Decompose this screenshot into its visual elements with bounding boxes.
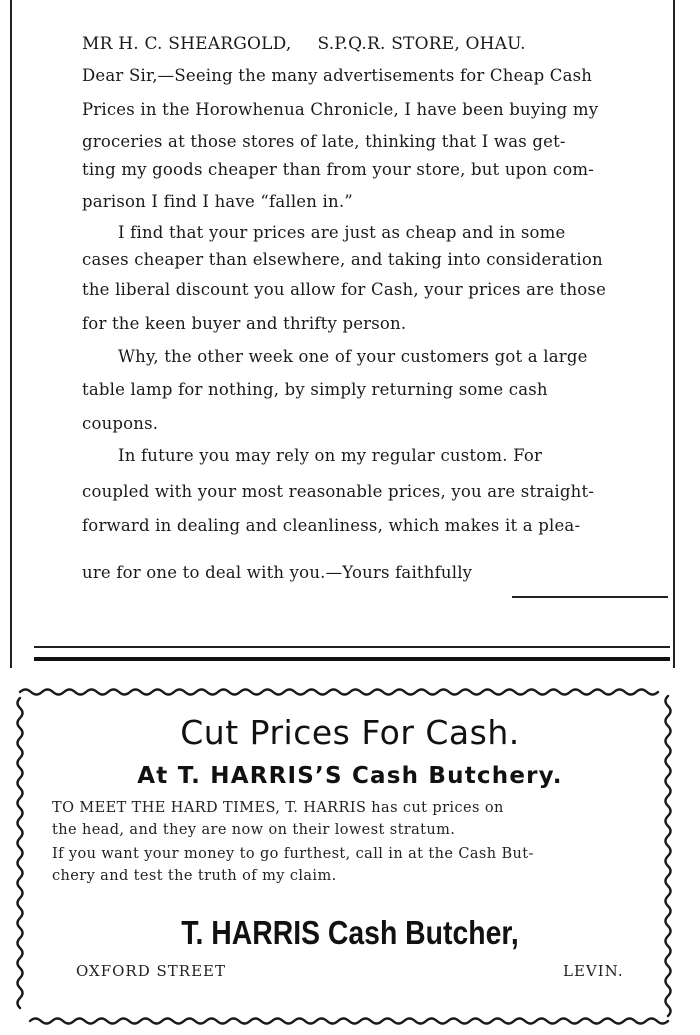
letter-line: the liberal discount you allow for Cash, your prices are those — [82, 280, 607, 299]
ad-body-line: TO MEET THE HARD TIMES, T. HARRIS has cut prices on — [52, 800, 504, 816]
letter-line: forward in dealing and cleanliness, which makes it a plea- — [82, 516, 581, 535]
ad-town: LEVIN. — [563, 962, 624, 980]
ad-signature: T. HARRIS Cash Butcher, — [181, 914, 519, 951]
letter-line: In future you may rely on my regular custom. For — [118, 446, 543, 465]
ad-body-line: If you want your money to go furthest, call in at the Cash But- — [52, 846, 534, 862]
letter-line: coupled with your most reasonable prices, you are straight- — [82, 482, 595, 501]
wavy-border-bottom — [30, 1019, 668, 1024]
letter-address-store: S.P.Q.R. STORE, OHAU. — [317, 34, 526, 54]
letter-line: Why, the other week one of your customers got a large — [118, 347, 588, 366]
letter-line: table lamp for nothing, by simply returning some cash — [82, 380, 548, 399]
letter-line: ure for one to deal with you.—Yours faithfully — [82, 563, 473, 582]
ad-body-line: the head, and they are now on their lowest stratum. — [52, 822, 456, 838]
closing-rule-thick — [34, 657, 670, 661]
letter-line: Dear Sir,—Seeing the many advertisements for Cheap Cash — [82, 66, 593, 85]
letter-line: groceries at those stores of late, thinking that I was get- — [82, 132, 566, 151]
ad-title: Cut Prices For Cash. — [180, 713, 520, 752]
letter-line: ting my goods cheaper than from your store, but upon com- — [82, 160, 595, 179]
wavy-border-top — [20, 690, 658, 695]
closing-rule — [34, 646, 670, 648]
letter-address-name: MR H. C. SHEARGOLD, — [82, 34, 292, 54]
ad-subtitle: At T. HARRIS’S Cash Butchery. — [137, 763, 563, 789]
ad-body-line: chery and test the truth of my claim. — [52, 868, 337, 884]
ad-street: OXFORD STREET — [76, 962, 226, 980]
letter-line: parison I find I have “fallen in.” — [82, 192, 353, 211]
letter-address — [82, 34, 526, 54]
signature-rule — [512, 596, 668, 598]
letter-line: coupons. — [82, 414, 159, 433]
letter-line: for the keen buyer and thrifty person. — [82, 314, 407, 333]
letter-line: Prices in the Horowhenua Chronicle, I have been buying my — [82, 100, 599, 119]
letter-line: I find that your prices are just as cheap and in some — [118, 223, 566, 242]
letter-line: cases cheaper than elsewhere, and taking into consideration — [82, 250, 603, 269]
